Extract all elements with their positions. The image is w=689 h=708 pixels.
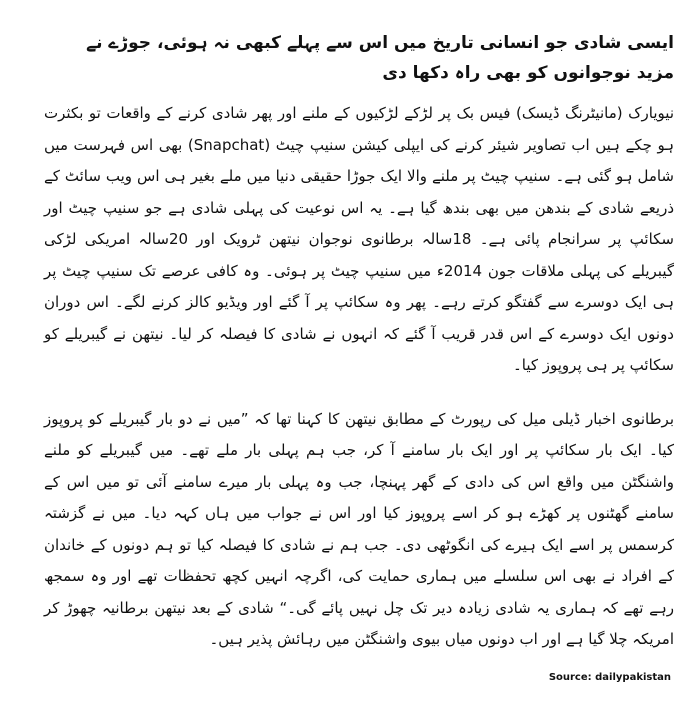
source-credit: Source: dailypakistan	[548, 672, 671, 683]
article-headline: ایسی شادی جو انسانی تاریخ میں اس سے پہلے کبھی نہ ہوئی، جوڑے نے مزید نوجوانوں کو بھی راہ دکھا دی	[86, 33, 674, 83]
article-paragraph-1: نیویارک (مانیٹرنگ ڈیسک) فیس بک پر لڑکے لڑکیوں کے ملنے اور پھر شادی کرنے کے واقعات تو بکثرت ہو چکے ہیں اب تصاویر شیئر کرنے کی ایپلی کیشن سنیپ چیٹ (Snapchat) بھی اس فہرست میں شامل ہو گئی ہے۔ سنیپ چیٹ پر ملنے والا ایک جوڑا حقیقی دنیا میں ملے بغیر ہی اس ویب سائٹ کے ذریعے شادی کے بندھن میں بھی بندھ گیا ہے۔ یہ اس نوعیت کی پہلی شادی ہے جو سنیپ چیٹ اور سکائپ پر سرانجام پائی ہے۔ 18سالہ برطانوی نوجوان نیتھن ٹرویک اور 20سالہ امریکی لڑکی گیبریلے کی پہلی ملاقات جون 2014ء میں سنیپ چیٹ پر ہوئی۔ وہ کافی عرصے تک سنیپ چیٹ پر ہی ایک دوسرے سے گفتگو کرتے رہے۔ پھر وہ سکائپ پر آ گئے اور ویڈیو کالز کرنے لگے۔ اس دوران دونوں ایک دوسرے کے اس قدر قریب آ گئے کہ انہوں نے شادی کا فیصلہ کر لیا۔ نیتھن نے گیبریلے کو سکائپ پر ہی پروپوز کیا۔	[44, 104, 675, 374]
article	[44, 28, 674, 656]
article-paragraph-2: برطانوی اخبار ڈیلی میل کی رپورٹ کے مطابق نیتھن کا کہنا تھا کہ ”میں نے دو بار گیبریلے کو پروپوز کیا۔ ایک بار سکائپ پر اور ایک بار سامنے آ کر، جب ہم پہلی بار ملے تھے۔ میں گیبریلے کو ملنے واشنگٹن میں واقع اس کی دادی کے گھر پہنچا، جب وہ پہلی بار میرے سامنے آئی تو میں اس کے سامنے گھٹنوں پر کھڑے ہو کر اسے پروپوز کیا اور اس نے جواب میں ہاں کہہ دیا۔ میں نے گزشتہ کرسمس پر اسے ایک ہیرے کی انگوٹھی دی۔ جب ہم نے شادی کا فیصلہ کیا تو ہم دونوں کے خاندان کے افراد نے بھی اس سلسلے میں ہماری حمایت کی، اگرچہ انہیں کچھ تحفظات تھے اور وہ سمجھ رہے تھے کہ ہماری یہ شادی زیادہ دیر تک چل نہیں پائے گی۔“ شادی کے بعد نیتھن برطانیہ چھوڑ کر امریکہ چلا گیا ہے اور اب دونوں میاں بیوی واشنگٹن میں رہائش پذیر ہیں۔	[44, 409, 674, 648]
